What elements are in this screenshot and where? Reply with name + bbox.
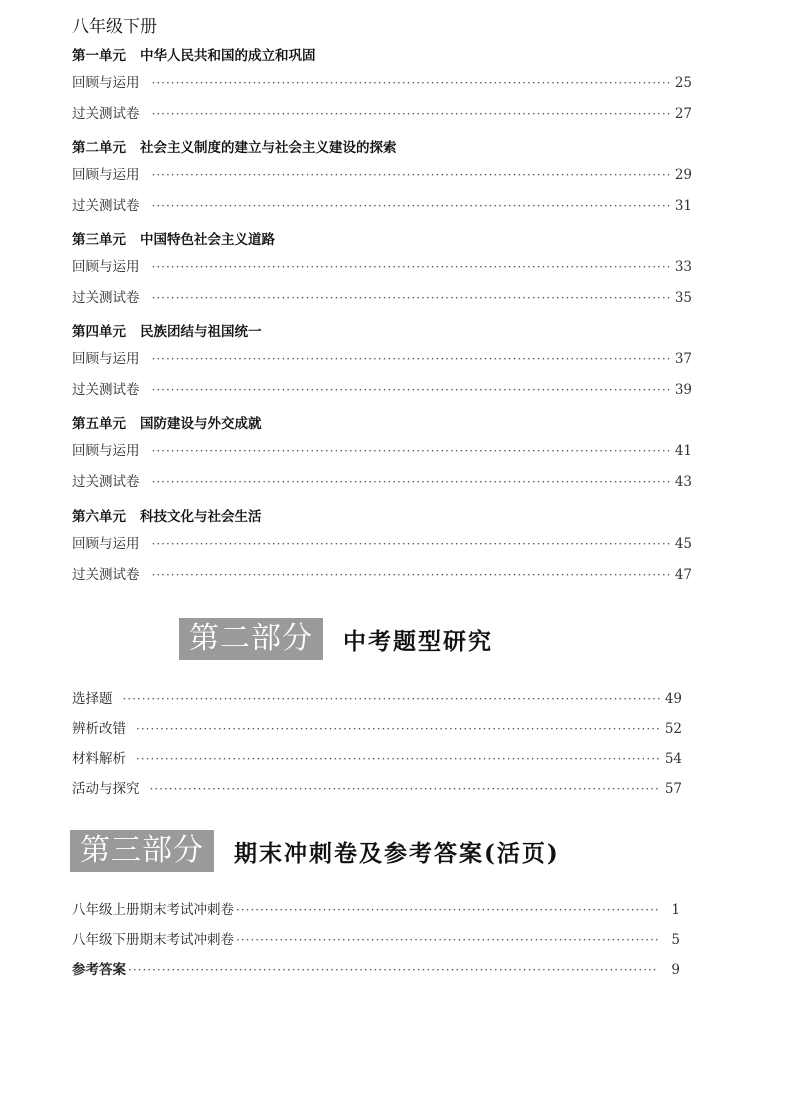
page-number: 33 <box>674 259 692 275</box>
unit-heading <box>72 228 692 252</box>
toc-entry[interactable] <box>72 925 680 955</box>
dot-leader <box>150 774 661 804</box>
unit-title: 国防建设与外交成就 <box>140 416 262 432</box>
entry-label: 选择题 <box>72 691 113 707</box>
toc-entry[interactable] <box>72 68 692 99</box>
toc-entry[interactable] <box>72 529 692 560</box>
page-number: 47 <box>674 567 692 583</box>
entry-label: 过关测试卷 <box>72 382 140 398</box>
part3-banner <box>70 830 560 872</box>
dot-leader <box>152 436 671 467</box>
unit-heading <box>72 505 692 529</box>
dot-leader <box>152 375 671 406</box>
unit-number: 第一单元 <box>72 48 126 64</box>
toc-entry[interactable] <box>72 99 692 130</box>
part3-title: 期末冲刺卷及参考答案(活页) <box>234 839 560 867</box>
toc-entry[interactable] <box>72 684 682 714</box>
page-number: 1 <box>671 902 680 918</box>
page-number: 31 <box>674 198 692 214</box>
toc-entry[interactable] <box>72 467 692 498</box>
unit-heading <box>72 320 692 344</box>
page-number: 41 <box>674 443 692 459</box>
page-number: 43 <box>674 474 692 490</box>
entry-label: 过关测试卷 <box>72 474 140 490</box>
page-number: 35 <box>674 290 692 306</box>
entry-label: 回顾与运用 <box>72 75 140 91</box>
entry-label: 过关测试卷 <box>72 290 140 306</box>
entry-label: 过关测试卷 <box>72 106 140 122</box>
entry-label: 回顾与运用 <box>72 443 140 459</box>
unit-number: 第三单元 <box>72 232 126 248</box>
page-number: 5 <box>671 932 680 948</box>
unit-title: 社会主义制度的建立与社会主义建设的探索 <box>140 140 397 156</box>
page-number: 49 <box>664 691 682 707</box>
toc-entry[interactable] <box>72 191 692 222</box>
page-number: 9 <box>671 962 680 978</box>
dot-leader <box>152 283 671 314</box>
unit-section <box>72 136 692 222</box>
dot-leader <box>152 560 671 591</box>
part2-list <box>72 684 682 804</box>
entry-label: 过关测试卷 <box>72 567 140 583</box>
toc-entry[interactable] <box>72 252 692 283</box>
toc-entry[interactable] <box>72 160 692 191</box>
page-number: 27 <box>674 106 692 122</box>
toc-entry[interactable] <box>72 436 692 467</box>
toc-entry[interactable] <box>72 955 680 985</box>
unit-number: 第四单元 <box>72 324 126 340</box>
toc-entry[interactable] <box>72 744 682 774</box>
toc-entry[interactable] <box>72 344 692 375</box>
unit-number: 第六单元 <box>72 509 126 525</box>
toc-entry[interactable] <box>72 774 682 804</box>
entry-label: 八年级上册期末考试冲刺卷 <box>72 902 234 918</box>
page-number: 52 <box>664 721 682 737</box>
entry-label: 过关测试卷 <box>72 198 140 214</box>
entry-label: 回顾与运用 <box>72 167 140 183</box>
dot-leader <box>136 714 660 744</box>
unit-heading <box>72 136 692 160</box>
part2-label: 第二部分 <box>179 618 323 660</box>
unit-title: 科技文化与社会生活 <box>140 509 262 525</box>
page-number: 45 <box>674 536 692 552</box>
entry-label: 八年级下册期末考试冲刺卷 <box>72 932 234 948</box>
unit-heading <box>72 412 692 436</box>
page-number: 54 <box>664 751 682 767</box>
unit-section <box>72 320 692 406</box>
grade-title: 八年级下册 <box>72 17 157 37</box>
entry-label: 回顾与运用 <box>72 259 140 275</box>
dot-leader <box>128 955 658 985</box>
entry-label: 材料解析 <box>72 751 126 767</box>
toc-entry[interactable] <box>72 283 692 314</box>
dot-leader <box>152 252 671 283</box>
unit-section <box>72 412 692 498</box>
dot-leader <box>152 467 671 498</box>
unit-heading <box>72 44 692 68</box>
dot-leader <box>236 895 658 925</box>
entry-label: 辨析改错 <box>72 721 126 737</box>
entry-label: 回顾与运用 <box>72 536 140 552</box>
entry-label: 活动与探究 <box>72 781 140 797</box>
page-number: 39 <box>674 382 692 398</box>
unit-section <box>72 228 692 314</box>
dot-leader <box>152 99 671 130</box>
unit-section <box>72 505 692 591</box>
dot-leader <box>152 68 671 99</box>
toc-entry[interactable] <box>72 375 692 406</box>
dot-leader <box>123 684 661 714</box>
dot-leader <box>152 191 671 222</box>
toc-entry[interactable] <box>72 714 682 744</box>
part2-banner <box>179 618 493 660</box>
unit-section <box>72 44 692 130</box>
page-number: 29 <box>674 167 692 183</box>
page-number: 57 <box>664 781 682 797</box>
dot-leader <box>152 529 671 560</box>
dot-leader <box>136 744 660 774</box>
unit-title: 中国特色社会主义道路 <box>140 232 275 248</box>
entry-label: 参考答案 <box>72 962 126 978</box>
unit-title: 中华人民共和国的成立和巩固 <box>140 48 316 64</box>
toc-entry[interactable] <box>72 560 692 591</box>
dot-leader <box>236 925 658 955</box>
entry-label: 回顾与运用 <box>72 351 140 367</box>
unit-number: 第五单元 <box>72 416 126 432</box>
part3-label: 第三部分 <box>70 830 214 872</box>
dot-leader <box>152 344 671 375</box>
part3-list <box>72 895 680 985</box>
toc-entry[interactable] <box>72 895 680 925</box>
unit-number: 第二单元 <box>72 140 126 156</box>
page-number: 25 <box>674 75 692 91</box>
page-number: 37 <box>674 351 692 367</box>
dot-leader <box>152 160 671 191</box>
part2-title: 中考题型研究 <box>343 627 493 655</box>
unit-title: 民族团结与祖国统一 <box>140 324 262 340</box>
